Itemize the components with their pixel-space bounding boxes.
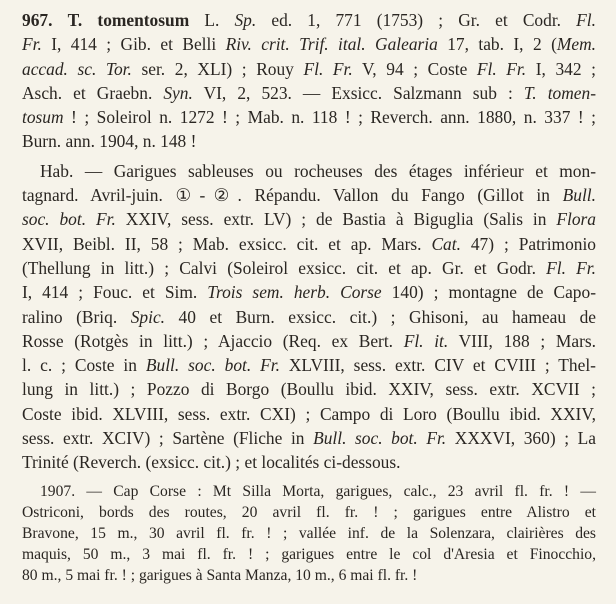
text-run: 140) ; montagne de Capo- [381, 282, 596, 303]
text-run: 80 m., 5 mai fr. ! ; garigues à Santa Manza, 10 m., 6 mai fl. fr. ! [22, 567, 418, 585]
habitat-line [22, 305, 596, 329]
text-run: ser. 2, XLI) ; Rouy [131, 58, 304, 79]
text-run: XXXVI, 360) ; La [446, 428, 596, 449]
records-1907-paragraph [22, 481, 596, 587]
italic-citation: Sp. [234, 10, 257, 30]
italic-citation: Bull. soc. bot. Fr. [313, 428, 447, 449]
text-run: XXIV, sess. extr. LV) ; de Bastia à Biguglia (Salis in [115, 209, 557, 230]
species-number: 967. [22, 10, 53, 30]
text-run: 17, tab. I, 2 ( [437, 34, 557, 55]
text-run: V, 94 ; Coste [352, 58, 477, 79]
habitat-paragraph [22, 159, 596, 475]
text-run: VIII, 188 ; Mars. [448, 330, 596, 351]
text-run: I, 342 ; [526, 58, 596, 79]
habitat-line [22, 183, 596, 207]
text-run: Coste ibid. XLVIII, sess. extr. CXI) ; Campo di Loro (Boullu ibid. XXIV, [22, 403, 596, 424]
text-run: Hab. — Garigues sableuses ou rocheuses des étages inférieur et mon- [40, 160, 596, 181]
habitat-line [22, 159, 596, 183]
text-run: (Thellung in litt.) ; Calvi (Soleirol exsicc. cit. et ap. Gr. et Godr. [22, 257, 547, 278]
text-run: tagnard. Avril-juin. ①-②. Répandu. Vallon du Fango (Gillot in [22, 185, 563, 206]
habitat-line [22, 329, 596, 353]
record-line [22, 481, 596, 502]
text-run: XVII, Beibl. II, 58 ; Mab. exsicc. cit. et ap. Mars. [22, 233, 432, 254]
italic-citation: accad. sc. Tor. [22, 58, 132, 79]
species-entry [22, 8, 596, 154]
italic-citation: tosum [22, 107, 64, 128]
entry-line-rest [204, 10, 596, 30]
text-run: VI, 2, 523. — Exsicc. Salzmann sub : [192, 82, 524, 103]
habitat-line [22, 256, 596, 280]
text-run: L. [204, 10, 235, 30]
entry-line [22, 57, 596, 81]
text-run: ! ; Soleirol n. 1272 ! ; Mab. n. 118 ! ; Reverch. ann. 1880, n. 337 ! ; [63, 107, 596, 128]
italic-citation: Spic. [130, 306, 166, 327]
record-line [22, 502, 596, 523]
text-run: maquis, 50 m., 3 mai fl. fr. ! ; garigues entre le col d'Aresia et Finocchio, [22, 546, 596, 564]
text-run: Burn. ann. 1904, n. 148 ! [22, 131, 197, 152]
record-line [22, 565, 596, 586]
italic-citation: Cat. [431, 233, 461, 254]
text-run: 47) ; Patrimonio [460, 233, 596, 254]
italic-citation: Fl. Fr. [476, 58, 527, 79]
text-run: Bravone, 15 m., 30 avril fl. fr. ! ; vallée inf. de la Solenzara, clairières des [22, 525, 596, 543]
italic-citation: Fr. [22, 34, 42, 55]
text-run: 40 et Burn. exsicc. cit.) ; Ghisoni, au hameau de [165, 306, 596, 327]
habitat-line [22, 353, 596, 377]
text-run: 1907. — Cap Corse : Mt Silla Morta, garigues, calc., 23 avril fl. fr. ! — [40, 482, 596, 500]
text-run: XLVIII, sess. extr. CIV et CVIII ; Thel- [279, 355, 596, 376]
italic-citation: T. tomen- [523, 82, 596, 103]
entry-line [22, 129, 596, 153]
entry-line [22, 105, 596, 129]
text-run: ed. 1, 771 (1753) ; Gr. et Codr. [256, 10, 577, 30]
italic-citation: Bull. soc. bot. Fr. [145, 355, 280, 376]
habitat-line [22, 450, 596, 474]
record-line [22, 523, 596, 544]
text-run: Trinité (Reverch. (exsicc. cit.) ; et localités ci-dessous. [22, 452, 401, 473]
habitat-line [22, 232, 596, 256]
entry-line [22, 8, 596, 32]
habitat-line [22, 280, 596, 304]
text-run: Ostriconi, bords des routes, 20 avril fl. fr. ! ; garigues entre Alistro et [22, 503, 596, 521]
text-run: lung in litt.) ; Pozzo di Borgo (Boullu ibid. XXIV, sess. extr. XCVII ; [22, 379, 596, 400]
entry-line [22, 81, 596, 105]
italic-citation: Fl. it. [403, 330, 449, 351]
italic-citation: soc. bot. Fr. [22, 209, 116, 230]
habitat-line [22, 207, 596, 231]
text-run: l. c. ; Coste in [22, 355, 146, 376]
italic-citation: Riv. crit. Trif. ital. Galearia [225, 34, 438, 55]
italic-citation: Fl. [576, 10, 596, 30]
text-run: ralino (Briq. [22, 306, 131, 327]
record-line [22, 544, 596, 565]
habitat-line [22, 402, 596, 426]
italic-citation: Trois sem. herb. Corse [207, 282, 382, 303]
habitat-line [22, 377, 596, 401]
italic-citation: Syn. [163, 82, 193, 103]
species-name: T. tomentosum [67, 10, 190, 30]
habitat-line [22, 426, 596, 450]
italic-citation: Flora [556, 209, 597, 230]
italic-citation: Fl. Fr. [546, 257, 596, 278]
text-run: I, 414 ; Gib. et Belli [41, 34, 226, 55]
entry-line [22, 32, 596, 56]
text-run: Asch. et Graebn. [22, 82, 164, 103]
italic-citation: Bull. [562, 185, 596, 206]
text-run: sess. extr. XCIV) ; Sartène (Fliche in [22, 428, 314, 449]
text-run: Rosse (Rotgès in litt.) ; Ajaccio (Req. ex Bert. [22, 330, 404, 351]
italic-citation: Fl. Fr. [303, 58, 353, 79]
text-run: I, 414 ; Fouc. et Sim. [22, 282, 208, 303]
italic-citation: Mem. [556, 34, 596, 55]
